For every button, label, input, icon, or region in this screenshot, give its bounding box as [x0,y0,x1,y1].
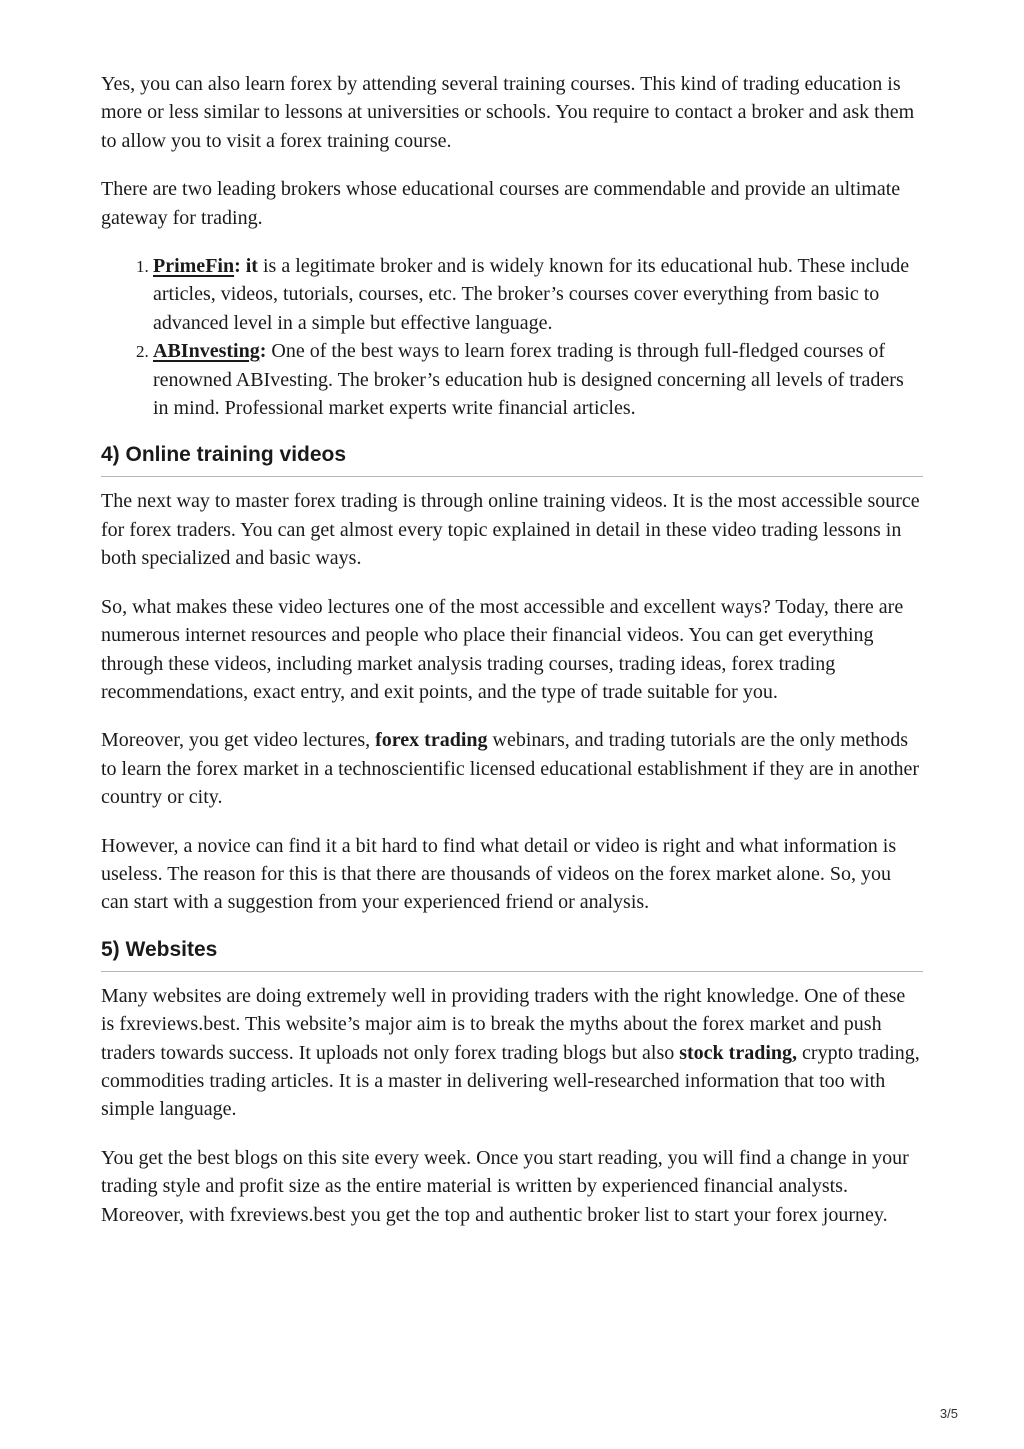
list-item [153,252,923,337]
paragraph-websites-intro [101,982,923,1124]
text-segment: Many websites are doing extremely well in providing traders with the right knowledge. One of these is fxreviews.best. This website’s major aim is to break the myths about the forex market and push traders towards success. It uploads not only forex trading blogs but also [101,984,906,1064]
paragraph-video-lectures [101,726,923,811]
list-item [153,337,923,422]
forex-trading-bold: forex trading [375,729,488,752]
broker-description: One of the best ways to learn forex trading is through full-fledged courses of renowned ABIvesting. The broker’s education hub is designed concerning all levels of traders in mind. Professional market experts write financial articles. [153,340,904,420]
paragraph-training-courses: Yes, you can also learn forex by attending several training courses. This kind of trading education is more or less similar to lessons at universities or schools. You require to contact a broker and ask them to allow you to visit a forex training course. [101,73,915,152]
broker-lead: : it [234,255,258,278]
page-indicator: 3/5 [939,1406,958,1421]
broker-list [101,252,923,422]
abinvesting-link[interactable]: ABInvesting [153,340,260,363]
heading-websites: 5) Websites [101,937,923,972]
paragraph-leading-brokers: There are two leading brokers whose educational courses are commendable and provide an ultimate gateway for trading. [101,178,901,229]
broker-description: is a legitimate broker and is widely known for its educational hub. These include articles, videos, tutorials, courses, etc. The broker’s courses cover everything from basic to advanced level in a simple but effective language. [153,255,910,334]
paragraph-novice: However, a novice can find it a bit hard to find what detail or video is right and what information is useless. The reason for this is that there are thousands of videos on the forex market alone. So, you can start with a suggestion from your experienced friend or analysis. [101,834,897,914]
article-body [101,70,923,1249]
broker-lead: : [259,340,267,363]
text-segment: webinars, and trading tutorials are the only methods to learn the forex market in a technoscientific licensed educational establishment if they are in another country or city. [101,729,920,809]
text-segment: crypto trading, commodities trading articles. It is a master in delivering well-researched information that too with simple language. [101,1041,920,1121]
text-segment: Moreover, you get video lectures, [101,729,376,752]
paragraph-videos-accessible: So, what makes these video lectures one of the most accessible and excellent ways? Today, there are numerous internet resources and people who place their financial videos. You can get everything through these videos, including market analysis trading courses, trading ideas, forex trading recommendations, exact entry, and exit points, and the type of trade suitable for you. [101,595,904,703]
heading-online-training-videos: 4) Online training videos [101,442,923,477]
paragraph-videos-intro: The next way to master forex trading is through online training videos. It is the most accessible source for forex traders. You can get almost every topic explained in detail in these video trading lessons in both specialized and basic ways. [101,490,920,570]
primefin-link[interactable]: PrimeFin [153,255,235,278]
stock-trading-bold: stock trading, [679,1041,798,1064]
paragraph-best-blogs: You get the best blogs on this site every week. Once you start reading, you will find a change in your trading style and profit size as the entire material is written by experienced financial analysts. Moreover, with fxreviews.best you get the top and authentic broker list to start your forex journey. [101,1146,909,1226]
